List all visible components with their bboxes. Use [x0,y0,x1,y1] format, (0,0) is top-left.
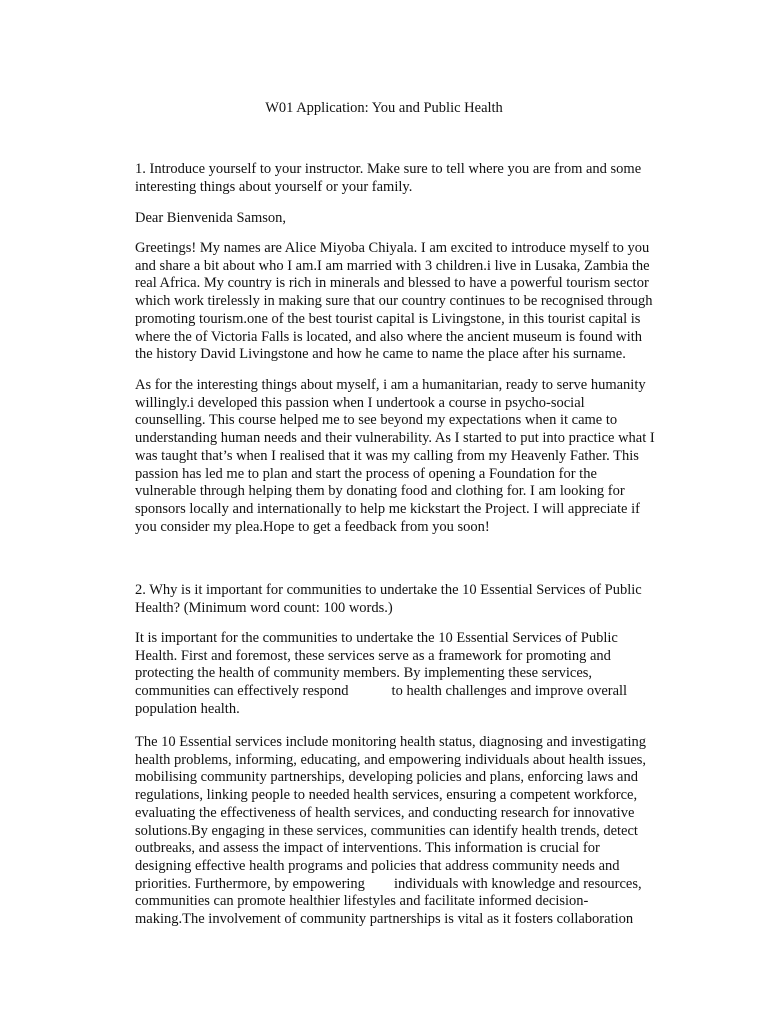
section1-paragraph-2 [135,377,695,536]
text-line: real Africa. My country is rich in minerals and blessed to have a powerful tourism sector [135,275,649,292]
text-line: 2. Why is it important for communities to undertake the 10 Essential Services of Public [135,582,642,598]
text-line: passion has led me to plan and start the process of opening a Foundation for the [135,465,597,482]
text-line: mobilising community partnerships, developing policies and plans, enforcing laws and [135,769,638,786]
section1-question [135,161,695,196]
interests-paragraph [135,377,695,536]
services-paragraph [135,734,695,929]
text-line: vulnerable through helping them by donating food and clothing for. I am looking for [135,483,625,500]
text-line: population health. [135,700,240,717]
text-line: regulations, linking people to needed health services, ensuring a competent workforce, [135,787,638,804]
text-line: where the of Victoria Falls is located, and also where the ancient museum is found with [135,328,643,345]
text-line [135,683,695,701]
text-line [135,876,695,894]
text-line: The 10 Essential services include monitoring health status, diagnosing and investigating [135,734,647,750]
text-line: designing effective health programs and policies that address community needs and [135,857,620,874]
section1-paragraph-1 [135,240,695,364]
section1-question-paragraph [135,161,695,196]
section2-paragraph-2 [135,734,695,929]
text-line: health problems, informing, educating, and empowering individuals about health issues, [135,751,647,768]
text-line: 1. Introduce yourself to your instructor. Make sure to tell where you are from and some [135,161,642,177]
text-line: solutions.By engaging in these services, communities can identify health trends, detect [135,822,638,839]
text-line: As for the interesting things about myself, i am a humanitarian, ready to serve humanity [135,377,646,393]
text-line: counselling. This course helped me to see beyond my expectations when it came to [135,412,618,429]
intro-paragraph [135,240,695,364]
section2-question-paragraph [135,582,695,617]
text-line: evaluating the effectiveness of health services, and conducting research for innovative [135,804,635,821]
text-line: making.The involvement of community partnerships is vital as it fosters collaboration [135,911,634,928]
text-segment: priorities. Furthermore, by empowering [135,875,365,892]
text-line: outbreaks, and assess the impact of interventions. This information is crucial for [135,840,600,857]
text-line: interesting things about yourself or your family. [135,178,413,195]
text-line: Dear Bienvenida Samson, [135,210,287,226]
salutation-paragraph [135,210,695,228]
text-line: Greetings! My names are Alice Miyoba Chiyala. I am excited to introduce myself to you [135,240,650,256]
text-line: It is important for the communities to undertake the 10 Essential Services of Public [135,630,618,646]
text-line: Health? (Minimum word count: 100 words.) [135,599,393,616]
document-title-text: W01 Application: You and Public Health [265,100,503,116]
text-line: the history David Livingstone and how he came to name the place after his surname. [135,346,626,363]
text-line: willingly.i developed this passion when I undertook a course in psycho-social [135,394,585,411]
text-line: promoting tourism.one of the best tourist capital is Livingstone, in this tourist capital is [135,310,641,327]
text-line: was taught that’s when I realised that it was my calling from my Heavenly Father. This [135,447,639,464]
text-line: you consider my plea.Hope to get a feedback from you soon! [135,518,490,535]
text-line: communities can promote healthier lifestyles and facilitate informed decision- [135,893,589,910]
text-line: protecting the health of community members. By implementing these services, [135,665,593,682]
section2-question [135,582,695,617]
text-line: understanding human needs and their vulnerability. As I started to put into practice what I [135,430,655,447]
text-segment: individuals with knowledge and resources, [393,875,642,892]
salutation [135,210,695,228]
text-line: Health. First and foremost, these services serve as a framework for promoting and [135,647,611,664]
document-title [0,99,768,117]
text-segment: to health challenges and improve overall [391,683,628,700]
text-line: which work tirelessly in making sure that our country continues to be recognised through [135,293,653,310]
section2-paragraph-1 [135,630,695,719]
text-line: and share a bit about who I am.I am married with 3 children.i live in Lusaka, Zambia the [135,257,650,274]
importance-paragraph [135,630,695,719]
text-line: sponsors locally and internationally to help me kickstart the Project. I will appreciate if [135,500,640,517]
text-segment: communities can effectively respond [135,683,349,700]
